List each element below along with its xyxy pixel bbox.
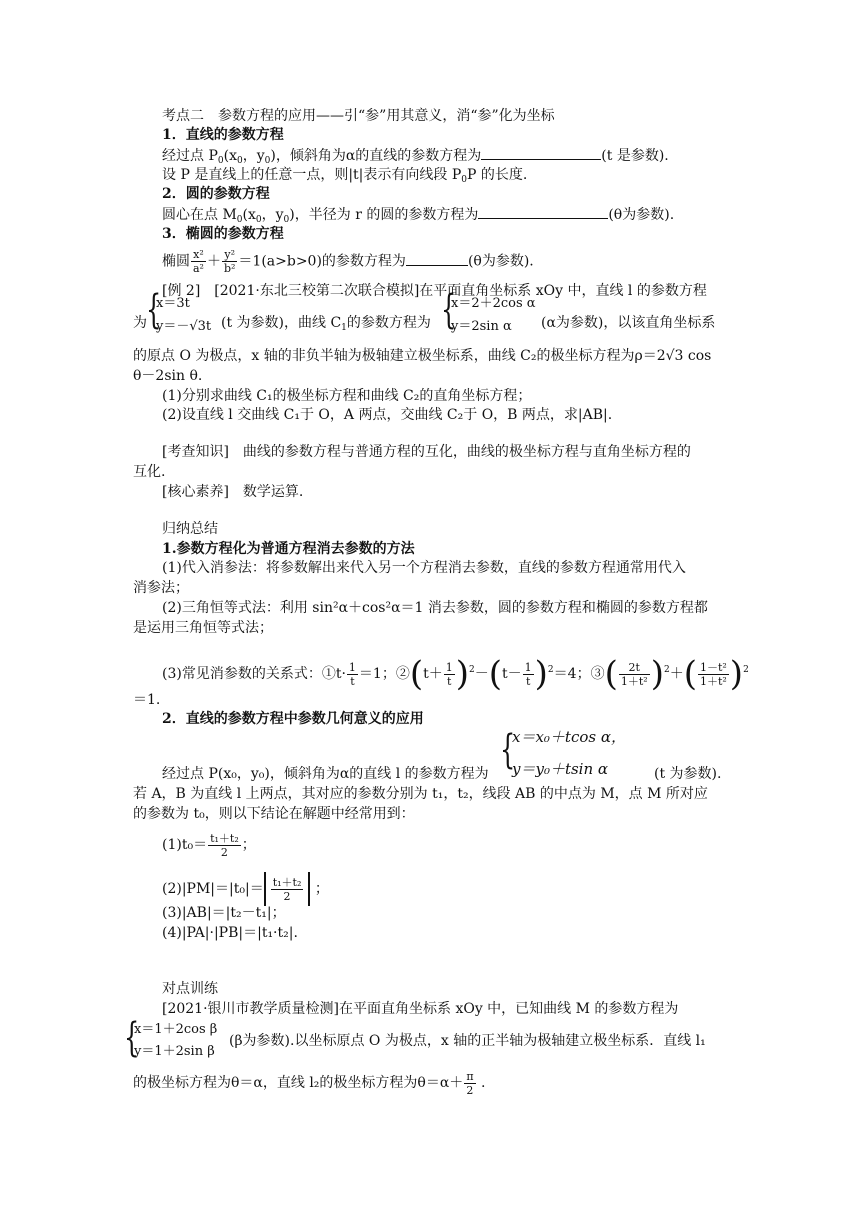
geometric-meaning-title: 2．直线的参数方程中参数几何意义的应用	[162, 711, 424, 727]
paren-icon: (	[604, 654, 618, 694]
geometric-meaning-l1-end: (t 为参数).	[654, 766, 722, 782]
paren-icon: (	[488, 654, 503, 694]
practice-l3	[133, 1068, 485, 1098]
numerator: t₁＋t₂	[210, 831, 239, 845]
fraction	[619, 661, 650, 688]
fraction	[444, 661, 455, 688]
numerator: 1	[524, 660, 532, 674]
system-line: x＝3t	[156, 296, 190, 311]
text-fragment: 的参数方程为	[346, 315, 431, 331]
brace-icon: {	[441, 287, 457, 333]
circle-param-title: 2．圆的参数方程	[162, 186, 270, 202]
summary-p1: (1)代入消参法：将参数解出来代入另一个方程消去参数，直线的参数方程通常用代入	[162, 560, 686, 576]
knowledge-line2: 互化.	[133, 464, 166, 480]
superscript: 2	[663, 665, 670, 675]
text-fragment: 圆心在点 M	[162, 207, 237, 223]
denominator: t	[525, 674, 531, 688]
example-2-line1: [例 2] [2021·东北三校第二次联合模拟]在平面直角坐标系 xOy 中，直线 l 的参数方程	[162, 283, 707, 299]
text-fragment: )，倾斜角为α的直线的参数方程为	[270, 148, 482, 164]
answer-blank	[481, 145, 601, 160]
line-param-title: 1．直线的参数方程	[162, 127, 284, 143]
subscript: 0	[283, 215, 290, 225]
subscript: 0	[236, 215, 243, 225]
fraction	[271, 876, 304, 903]
summary-p2: (2)三角恒等式法：利用 sin²α＋cos²α＝1 消去参数，圆的参数方程和椭圆的参数方程都	[162, 600, 708, 616]
text-fragment: ，y	[242, 148, 265, 164]
fraction	[698, 661, 729, 688]
brace-icon: {	[146, 287, 162, 333]
paren-icon: (	[683, 654, 697, 694]
summary-heading-1: 1.参数方程化为普通方程消去参数的方法	[162, 541, 415, 557]
result-3: (3)|AB|＝|t₂－t₁|；	[162, 905, 286, 921]
text-fragment: (2)|PM|＝|t₀|＝	[162, 881, 264, 897]
numerator: 1－t²	[699, 660, 727, 674]
numerator: 1	[348, 660, 356, 674]
text-fragment: t－	[502, 666, 522, 682]
text-fragment: (θ为参数).	[467, 253, 534, 270]
text-fragment: (t 是参数).	[601, 148, 669, 164]
practice-l2: (β为参数).以坐标原点 O 为极点，x 轴的正半轴为极轴建立极坐标系．直线 l₁	[229, 1033, 706, 1049]
denominator: 2	[220, 845, 228, 859]
text-fragment: (θ为参数).	[608, 207, 675, 223]
result-2	[162, 872, 329, 906]
text-fragment: P 的长度.	[466, 167, 528, 183]
text-fragment: )，半径为 r 的圆的参数方程为	[289, 207, 479, 223]
system-line: x＝2＋2cos α	[451, 296, 536, 311]
numerator: y²	[222, 248, 237, 262]
answer-blank	[406, 251, 468, 266]
system-line: y＝y₀＋tsin α	[512, 760, 609, 778]
absolute-value	[264, 872, 311, 906]
denominator: 2	[466, 1083, 474, 1097]
subscript: 1	[341, 323, 347, 333]
system-line: y＝1＋2sin β	[134, 1044, 215, 1059]
fraction	[222, 248, 237, 275]
ellipse-param-text: 椭圆 $\frac{\text{x²}}{\text{a²}}$ ＋ $\frac{\text{y²}}{\text{b²}}$ ＝1(a>b>0)的参数方程为 (θ为参数).	[162, 248, 534, 275]
numerator: 2t	[619, 661, 650, 675]
superscript: 2	[469, 665, 475, 675]
answer-blank	[478, 204, 608, 219]
subscript: 0	[236, 156, 243, 166]
result-1	[162, 828, 256, 862]
text-fragment: (3)常见消参数的关系式：①t·	[162, 666, 346, 682]
text-fragment: ＝1(a>b>0)的参数方程为	[238, 253, 406, 270]
practice-title: 对点训练	[162, 981, 218, 997]
system-line: x＝1＋2cos β	[134, 1022, 218, 1037]
denominator: a²	[193, 262, 204, 275]
text-fragment: t＋	[423, 666, 443, 682]
geometric-meaning-l1: 经过点 P(x₀，y₀)，倾斜角为α的直线 l 的参数方程为	[162, 766, 489, 782]
subscript: 0	[264, 156, 271, 166]
question-2: (2)设直线 l 交曲线 C₁于 O，A 两点，交曲线 C₂于 O，B 两点，求|AB|.	[162, 407, 613, 423]
text-fragment: ＝4；③	[553, 666, 605, 682]
fraction	[347, 661, 358, 688]
text-fragment: －	[474, 666, 489, 682]
example-2-line2-end: (α为参数)，以该直角坐标系	[541, 315, 716, 331]
superscript: 2	[743, 665, 749, 675]
summary-title: 归纳总结	[162, 521, 218, 537]
text-fragment: (1)t₀＝	[162, 837, 208, 853]
numerator: t₁＋t₂	[272, 875, 302, 889]
denominator: t	[447, 674, 452, 688]
example-2-line4: θ－2sin θ.	[133, 368, 203, 384]
paren-icon: )	[455, 654, 470, 694]
geometric-meaning-l3: 的参数为 t₀，则以下结论在解题中经常用到：	[133, 806, 415, 822]
numerator: π	[466, 1069, 474, 1083]
system-line: y＝2sin α	[451, 319, 512, 334]
text-fragment: .	[481, 1075, 486, 1091]
text-fragment: ＋	[669, 666, 684, 682]
text-fragment: 的极坐标方程为θ＝α，直线 l₂的极坐标方程为θ＝α＋	[133, 1075, 464, 1091]
fraction	[208, 832, 241, 859]
subscript: 0	[255, 215, 262, 225]
paren-icon: )	[729, 654, 744, 694]
geometric-meaning-l2: 若 A，B 为直线 l 上两点，其对应的参数分别为 t₁，t₂，线段 AB 的中点为 M，点 M 所对应	[133, 786, 708, 802]
fraction	[523, 661, 534, 688]
text-fragment: (x	[223, 148, 237, 164]
summary-p2b: 是运用三角恒等式法；	[133, 620, 273, 636]
example-2-wei: 为	[133, 315, 147, 331]
text-fragment: (t 为参数)，曲线 C	[221, 315, 342, 331]
denominator: 2	[283, 889, 291, 903]
brace-icon: {	[124, 1015, 140, 1061]
knowledge-line1: [考查知识] 曲线的参数方程与普通方程的互化，曲线的极坐标方程与直角坐标方程的	[162, 444, 691, 460]
paren-icon: )	[534, 654, 548, 694]
system-line: y＝－√3t	[156, 319, 212, 334]
text-fragment: ；	[314, 881, 329, 897]
example-2-line2	[221, 313, 431, 338]
text-fragment: 设 P 是直线上的任意一点，则|t|表示有向线段 P	[162, 167, 462, 183]
brace-icon: {	[500, 727, 516, 773]
fraction	[464, 1070, 475, 1097]
text-fragment: ＝1；②	[358, 666, 410, 682]
denominator: 1＋t²	[620, 674, 648, 688]
text-fragment: 椭圆	[162, 253, 190, 270]
section-heading: 考点二 参数方程的应用——引“参”用其意义，消“参”化为坐标	[162, 108, 555, 124]
example-2-line3: 的原点 O 为极点，x 轴的非负半轴为极轴建立极坐标系，曲线 C₂的极坐标方程为ρ＝2√3 cos	[133, 348, 712, 364]
result-4: (4)|PA|·|PB|＝|t₁·t₂|.	[162, 925, 298, 941]
numerator: x²	[191, 248, 206, 262]
question-1: (1)分别求曲线 C₁的极坐标方程和曲线 C₂的直角坐标方程；	[162, 388, 532, 404]
practice-l1: [2021·银川市教学质量检测]在平面直角坐标系 xOy 中，已知曲线 M 的参数方程为	[162, 1001, 679, 1017]
numerator: 1	[445, 660, 453, 674]
paren-icon: (	[409, 654, 424, 694]
subscript: 0	[461, 175, 467, 185]
text-fragment: ，y	[261, 207, 284, 223]
paren-icon: )	[650, 654, 664, 694]
text-fragment: ；	[241, 837, 256, 853]
denominator: 1＋t²	[699, 674, 727, 688]
summary-p1b: 消参法；	[133, 580, 189, 596]
ellipse-param-title: 3．椭圆的参数方程	[162, 226, 284, 242]
fraction	[191, 248, 206, 275]
denominator: t	[350, 674, 355, 688]
superscript: 2	[547, 665, 554, 675]
text-fragment: (x	[242, 207, 256, 223]
summary-p3-end: ＝1.	[133, 692, 161, 708]
subscript: 0	[217, 156, 224, 166]
summary-p3	[162, 650, 749, 694]
denominator: b²	[223, 262, 236, 275]
text-fragment: 经过点 P	[162, 148, 218, 164]
system-line: x＝x₀＋tcos α，	[512, 728, 626, 746]
core-literacy: [核心素养] 数学运算.	[162, 484, 304, 500]
